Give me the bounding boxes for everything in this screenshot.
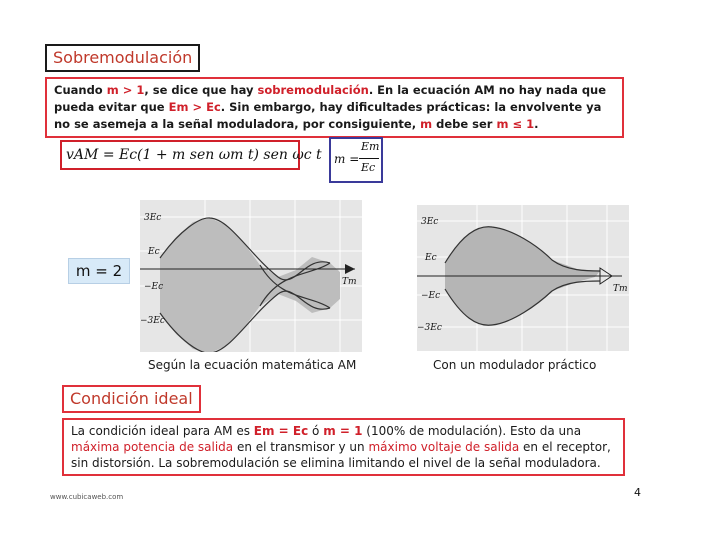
p1-m: m (420, 117, 433, 131)
m-formula-lhs: m = (334, 152, 360, 166)
chart-left-x-label: Tm (342, 277, 357, 287)
p1-m-gt-1: m > 1 (106, 83, 145, 97)
slide-title-text: Sobremodulación (53, 48, 193, 67)
m-value-label (68, 258, 130, 284)
ideal-condition-paragraph (62, 418, 625, 476)
p1-em-gt-ec: Em > Ec (168, 100, 221, 114)
am-equation-rhs: = Ec(1 + m sen ωm t) sen ωc t (102, 147, 322, 163)
p2-max-voltage: máximo voltaje de salida (368, 440, 520, 454)
ideal-condition-title (62, 385, 201, 413)
caption-right: Con un modulador práctico (433, 358, 597, 372)
chart-right-tick-ec: Ec (425, 253, 437, 263)
m-formula-numerator: Em (361, 140, 380, 153)
p1-term: sobremodulación (257, 83, 369, 97)
p1-text-4: . Sin embargo, hay dificultades prácticas: la envolvente ya no se asemeja a la señal moduladora, por consiguiente, (54, 100, 602, 131)
chart-left-tick-ec: Ec (148, 247, 160, 257)
modulation-index-formula (329, 137, 383, 183)
chart-left-tick-3ec: 3Ec (144, 213, 162, 223)
p2-em-eq-ec: Em = Ec (253, 424, 309, 438)
footer-website: www.cubicaweb.com (50, 493, 124, 501)
p1-text-3: . En la ecuación AM no hay nada que pueda evitar que (54, 83, 607, 114)
m-value-text: m = 2 (75, 262, 123, 280)
chart-right-tick-3ec: 3Ec (421, 217, 439, 227)
slide-title (45, 44, 200, 72)
p1-m-le-1: m ≤ 1 (496, 117, 535, 131)
am-equation-lhs: vAM (66, 147, 99, 163)
p2-text-3: (100% de modulación). Esto da una (362, 424, 582, 438)
chart-right-tick-neg-3ec: −3Ec (417, 323, 442, 333)
am-equation (60, 140, 322, 170)
fraction-bar (359, 158, 379, 159)
chart-left-tick-neg-ec: −Ec (144, 282, 164, 292)
p1-text-1: Cuando (54, 83, 107, 97)
p2-text-4: en el transmisor y un (233, 440, 369, 454)
ideal-condition-title-text: Condición ideal (70, 389, 193, 408)
p1-text-6: . (534, 117, 539, 131)
overmodulation-paragraph (45, 77, 624, 138)
p2-max-power: máxima potencia de salida (71, 440, 234, 454)
chart-right-x-label: Tm (613, 284, 628, 294)
chart-practical-modulator (417, 205, 629, 351)
p1-text-2: , se dice que hay (144, 83, 258, 97)
chart-ideal-am-overmodulated (140, 200, 362, 352)
chart-left-tick-neg-3ec: −3Ec (140, 316, 165, 326)
page-number: 4 (634, 486, 641, 499)
m-formula-denominator: Ec (361, 161, 376, 174)
p2-text-1: La condición ideal para AM es (71, 424, 254, 438)
p2-m-eq-1: m = 1 (323, 424, 363, 438)
p2-text-5: en el receptor, sin distorsión. La sobremodulación se elimina limitando el nivel de la señal moduladora. (71, 440, 611, 470)
chart-right-tick-neg-ec: −Ec (421, 291, 441, 301)
caption-left: Según la ecuación matemática AM (148, 358, 357, 372)
p1-text-5: debe ser (432, 117, 497, 131)
p2-text-2: ó (308, 424, 324, 438)
